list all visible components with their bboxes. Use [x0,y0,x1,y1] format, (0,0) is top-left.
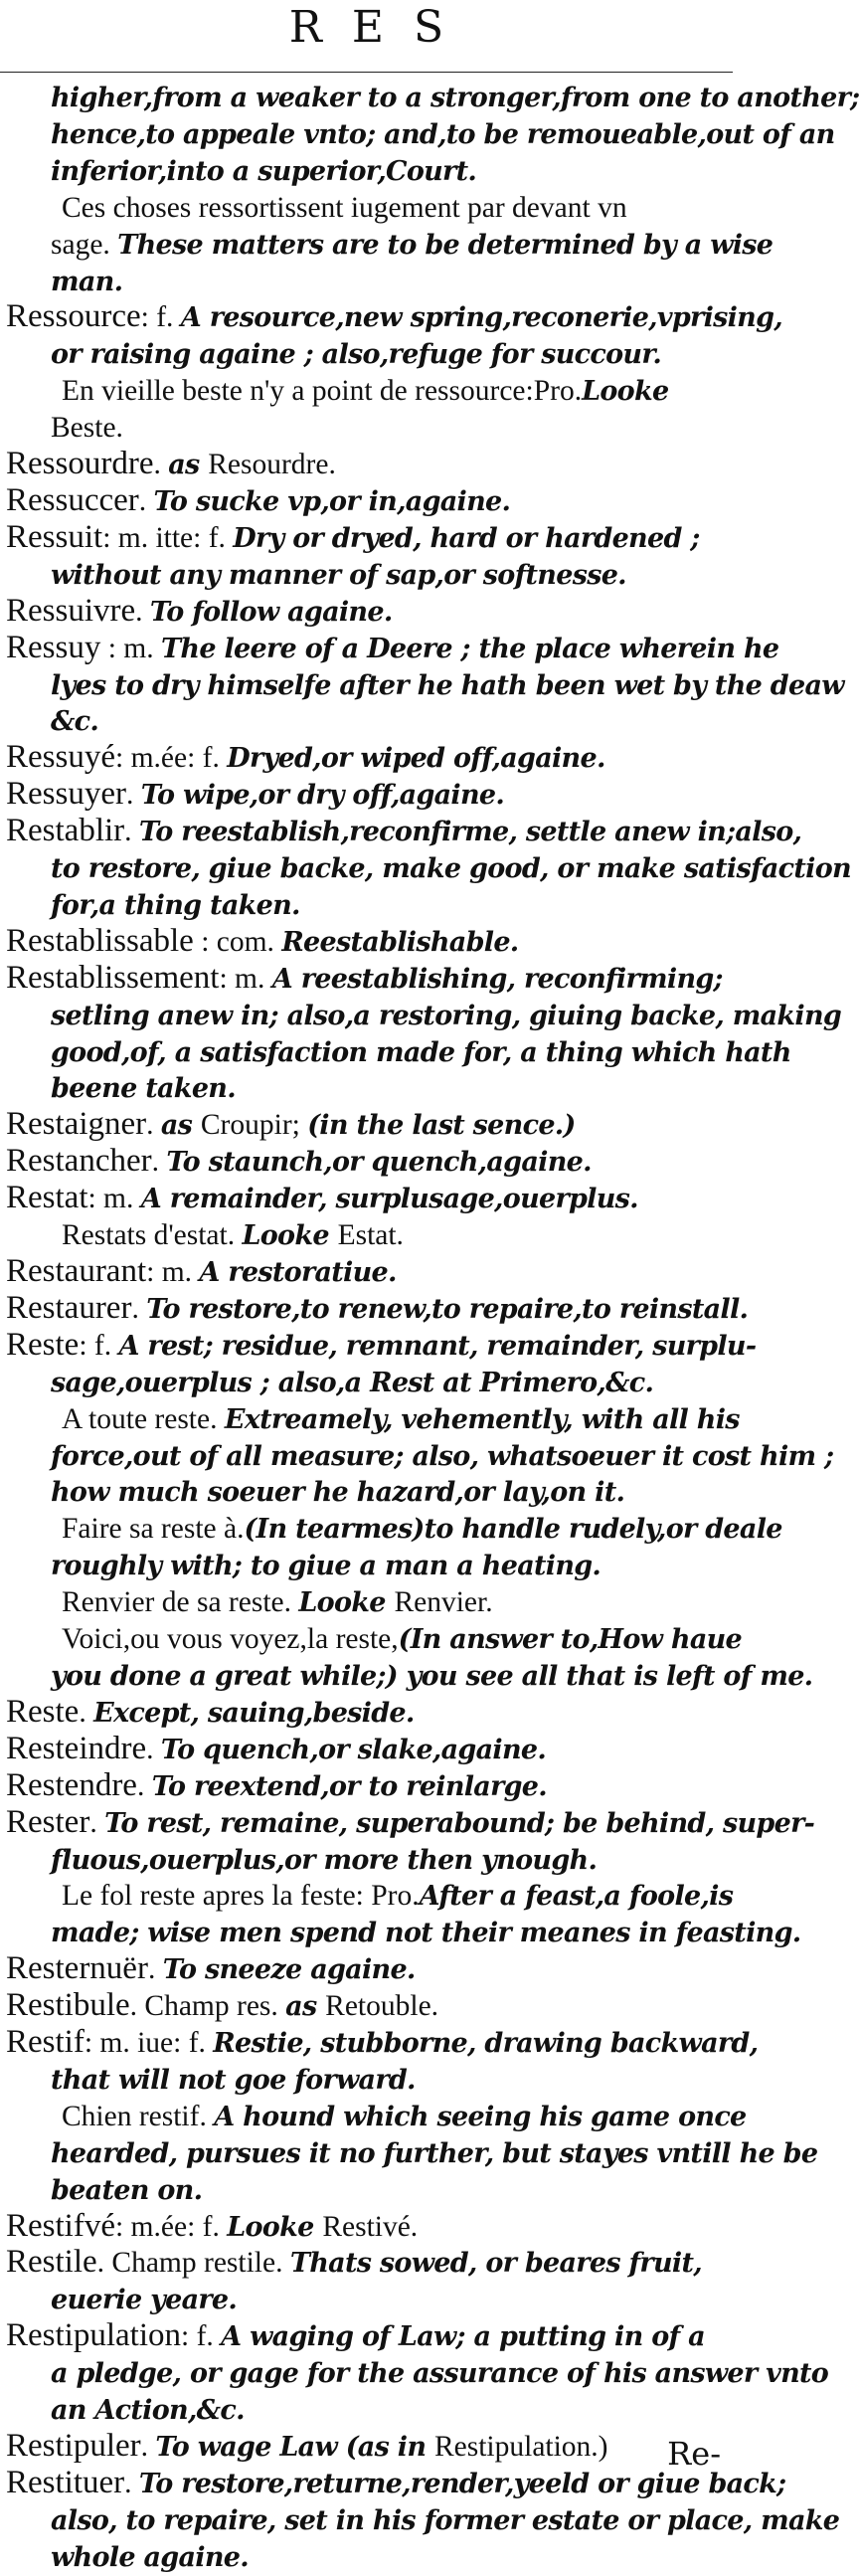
gloss-text: A remainder, surplusage,ouerplus. [140,1184,638,1215]
gloss-text: as [168,450,209,481]
entry-line [6,1070,724,1107]
roman-text: . [136,1769,152,1802]
gloss-text: A reestablishing, reconfirming; [271,963,723,995]
entry-headword-line [6,1289,749,1328]
entry-line [6,116,835,153]
gloss-text: for,a thing taken. [51,889,300,921]
roman-text: sage. [51,228,118,261]
entry-headword-line [6,1732,724,1768]
roman-text: : f. [140,301,181,334]
gloss-text: beaten on. [51,2174,203,2206]
gloss-text: A hound which seeing his game once [214,2101,747,2132]
entry-headword-line [6,1951,724,1988]
roman-text: Chien restif. [62,2100,215,2132]
gloss-text: A restoratiue. [199,1257,397,1288]
entry-line [6,2172,724,2209]
roman-text: En vieille beste n'y a point de ressource:Pro. [62,375,583,408]
roman-text: Ces choses ressortissent iugement par devant vn [62,191,627,224]
roman-text: : m. [100,632,161,664]
headword: Restancher [6,1143,152,1180]
entry-line [6,2392,724,2429]
gloss-text: that will not goe forward. [51,2064,416,2096]
entry-line [6,1548,724,1584]
gloss-text: beene taken. [51,1073,236,1105]
entry-headword-line [6,924,724,961]
entry-line [6,850,851,887]
headword: Ressuyé [6,739,115,776]
roman-text: Faire sa reste à. [62,1513,245,1546]
headword: Restat [6,1180,88,1216]
roman-text: Estat. [337,1219,404,1252]
gloss-text: Dry or dryed, hard or hardened ; [233,522,700,554]
gloss-text: These matters are to be determined by a wise [117,229,773,261]
headword: Resteindre [6,1730,147,1766]
entry-line [6,887,724,924]
roman-text: : m. itte: f. [102,521,234,554]
roman-text: Renvier de sa reste. [62,1586,299,1619]
gloss-text: force,out of all measure; also, whatsoeuer it cost him ; [51,1440,834,1472]
gloss-text: as [160,1110,201,1142]
gloss-text: To staunch,or quench,againe. [166,1147,592,1179]
roman-text: . Champ restile. [96,2247,290,2280]
headword: Restablissable [6,922,194,959]
headword: Restifvé [6,2207,115,2244]
gloss-text: After a feast,a foole,is [419,1881,734,1913]
headword: Restile [6,2244,97,2281]
page-header [0,0,733,73]
roman-text: Restats d'estat. [62,1219,243,1252]
roman-text: . [147,1953,163,1986]
entry-line [6,1401,740,1438]
roman-text: . [146,1109,161,1142]
entry-headword-line [6,298,782,336]
entry-headword-line [6,483,724,520]
entry-line [6,557,724,594]
headword: Ressuit [6,518,103,555]
gloss-text: euerie yeare. [51,2285,238,2316]
entry-line [6,264,724,300]
headword: Reste [6,1326,80,1363]
entry-line [6,1474,724,1511]
roman-text: . [131,1292,147,1325]
gloss-text: To follow againe. [149,596,393,628]
gloss-text: you done a great while;) you see all that is left of me. [51,1660,813,1692]
gloss-text: The leere of a Deere ; the place wherein he [161,633,779,664]
gloss-text: good,of, a satisfaction made for, a thing which hath [51,1036,791,1068]
entry-line [6,153,724,190]
entry-line [6,410,724,447]
entry-line [6,667,844,704]
gloss-text: A rest; residue, remnant, remainder, surplu- [118,1330,757,1362]
gloss-text: (in the last sence.) [307,1110,576,1142]
gloss-text: roughly with; to giue a man a heating. [51,1551,601,1582]
gloss-text: To restore,returne,render,yeeld or giue back; [138,2468,786,2499]
roman-text: . [89,1806,105,1839]
gloss-text: also, to repaire, set in his former estate or place, make [51,2504,840,2536]
gloss-text: A resource,new spring,reconerie,vprising, [180,302,782,334]
entry-headword-line [6,1695,724,1732]
entry-headword-line [6,1988,724,2025]
headword: Ressuyer [6,776,126,813]
entry-line [6,1878,734,1915]
catchword: Re- [667,2435,721,2473]
headword: Restendre [6,1766,137,1803]
gloss-text: whole againe. [51,2541,249,2573]
headword: Restif [6,2024,85,2061]
entry-headword-line [6,594,724,631]
entry-headword-line [6,2464,786,2502]
headword: Ressuccer [6,481,139,518]
entry-headword-line [6,1107,724,1144]
entry-headword-line [6,1803,815,1842]
entry-headword-line [6,2318,724,2355]
gloss-text: Looke [227,2211,323,2243]
headword: Restablir [6,813,125,849]
entry-headword-line [6,740,724,777]
gloss-text: To reextend,or to reinlarge. [151,1770,547,1802]
gloss-text: To restore,to renew,to repaire,to reinstall. [146,1293,749,1325]
entry-headword-line [6,447,724,483]
gloss-text: Looke [298,1587,395,1619]
gloss-text: or raising againe ; also,refuge for succour. [51,339,662,371]
headword: Restablissement [6,959,220,996]
roman-text: Restipulation.) [433,2431,608,2463]
gloss-text: Thats sowed, or beares fruit, [289,2248,702,2280]
roman-text: Retouble. [325,1990,439,2023]
entry-headword-line [6,2245,724,2282]
entry-line [6,2062,724,2099]
gloss-text: To wipe,or dry off,againe. [140,780,505,812]
roman-text: Croupir; [200,1109,308,1142]
entry-headword-line [6,2429,724,2466]
gloss-text: setling anew in; also,a restoring, giuing backe, making [51,1000,842,1031]
roman-text: . Champ res. [129,1990,286,2023]
roman-text: : m. iue: f. [84,2027,214,2060]
entry-headword-line [6,2024,759,2062]
gloss-text: A waging of Law; a putting in of a [221,2321,705,2353]
entry-line [6,2502,840,2539]
gloss-text: an Action,&c. [51,2395,245,2427]
gloss-text: lyes to dry himselfe after he hath been wet by the deaw [51,669,844,701]
roman-text: . [124,2467,139,2499]
entry-line [6,2282,724,2318]
roman-text: Le fol reste apres la feste: Pro. [62,1880,420,1913]
gloss-text: a pledge, or gage for the assurance of his answer vnto [51,2358,829,2390]
entry-headword-line [6,961,724,998]
gloss-text: Looke [582,376,669,408]
gloss-text: inferior,into a superior,Court. [51,155,477,187]
running-head: RES [288,2,474,53]
entry-line [6,1842,724,1879]
entry-line [6,1438,834,1475]
entry-line [6,373,724,410]
headword: Restituer [6,2464,125,2500]
roman-text: . [153,449,169,481]
gloss-text: (In tearmes)to handle rudely,or deale [244,1514,782,1546]
gloss-text: Looke [242,1220,338,1252]
roman-text: : com. [193,925,282,958]
headword: Restipulation [6,2317,181,2354]
roman-text: . [79,1696,94,1729]
gloss-text: hence,to appeale vnto; and,to be remoueable,out of an [51,118,835,150]
entry-line [6,2099,747,2135]
entry-headword-line [6,1768,724,1805]
entry-line [6,2135,818,2172]
entry-line [6,703,724,740]
gloss-text: To wage Law (as in [155,2432,434,2463]
roman-text: . [140,2431,156,2463]
gloss-text: sage,ouerplus ; also,a Rest at Primero,&c. [51,1367,654,1398]
entry-line [6,80,859,116]
roman-text: . [151,1146,167,1179]
headword: Restaurer [6,1289,132,1326]
gloss-text: Except, sauing,beside. [93,1697,415,1729]
gloss-text: To rest, remaine, superabound; be behind, super- [104,1807,815,1839]
gloss-text: (In answer to,How haue [398,1624,743,1656]
entry-headword-line [6,1326,757,1365]
headword: Ressuivre [6,592,136,629]
headword: Ressource [6,298,141,335]
headword: Reste [6,1693,80,1730]
headword: Restaurant [6,1253,147,1289]
gloss-text: Dryed,or wiped off,againe. [227,743,605,775]
headword: Resternuër [6,1950,148,1987]
roman-text: : m.ée: f. [114,2210,228,2243]
entry-headword-line [6,777,724,814]
gloss-text: Restie, stubborne, drawing backward, [213,2028,759,2060]
gloss-text: To sneeze againe. [162,1954,416,1986]
headword: Ressuy [6,629,101,665]
entry-line [6,1217,724,1254]
gloss-text: To quench,or slake,againe. [160,1734,547,1765]
roman-text: Resourdre. [208,449,336,481]
entry-headword-line [6,520,724,557]
entry-line [6,1034,791,1071]
gloss-text: to restore, giue backe, make good, or make satisfaction [51,853,851,885]
gloss-text: hearded, pursues it no further, but stayes vntill he be [51,2137,818,2169]
entry-line [6,190,724,227]
gloss-text: To reestablish,reconfirme, settle anew in;also, [138,817,802,848]
roman-text: : m. [146,1256,200,1288]
gloss-text: Extreamely, vehemently, with all his [224,1403,740,1435]
gloss-text: as [285,1991,326,2023]
entry-line [6,1511,782,1548]
roman-text: . [138,484,154,517]
roman-text: . [124,816,139,848]
roman-text: Restivé. [322,2210,419,2243]
gloss-text: without any manner of sap,or softnesse. [51,559,626,591]
headword: Restipuler [6,2428,141,2464]
gloss-text: how much soeuer he hazard,or lay,on it. [51,1477,625,1509]
gloss-text: higher,from a weaker to a stronger,from one to another; [51,83,859,113]
entry-line [6,1365,724,1401]
entry-line [6,1621,743,1658]
roman-text: : m.ée: f. [115,742,228,775]
entry-headword-line [6,813,802,850]
entry-line [6,2539,724,2576]
entry-line [6,1658,813,1695]
roman-text: A toute reste. [62,1402,225,1435]
entry-headword-line [6,1144,724,1181]
headword: Restibule [6,1987,130,2024]
gloss-text: made; wise men spend not their meanes in feasting. [51,1918,801,1949]
entry-headword-line [6,629,779,667]
roman-text: . [146,1733,161,1765]
gloss-text: man. [51,266,123,297]
roman-text: : m. [87,1183,141,1215]
roman-text: : f. [79,1329,119,1362]
entry-line [6,227,773,264]
roman-text: . [125,779,141,812]
entry-line [6,1584,724,1621]
entry-line [6,1915,801,1951]
entry-list [6,80,859,2576]
roman-text: Beste. [51,412,123,445]
roman-text: : m. [219,962,272,995]
gloss-text: &c. [51,706,99,738]
entry-headword-line [6,2209,724,2246]
gloss-text: fluous,ouerplus,or more then ynough. [51,1844,598,1876]
gloss-text: To sucke vp,or in,againe. [153,485,511,517]
entry-line [6,998,842,1034]
gloss-text: Reestablishable. [281,926,519,958]
headword: Rester [6,1803,90,1840]
entry-headword-line [6,1254,724,1291]
roman-text: Renvier. [394,1586,493,1619]
entry-line [6,2355,829,2392]
roman-text: : f. [181,2320,222,2353]
roman-text: . [135,595,150,628]
headword: Restaigner [6,1106,147,1143]
entry-headword-line [6,1181,724,1217]
entry-line [6,336,724,373]
roman-text: Voici,ou vous voyez,la reste, [62,1623,399,1656]
headword: Ressourdre [6,446,154,482]
